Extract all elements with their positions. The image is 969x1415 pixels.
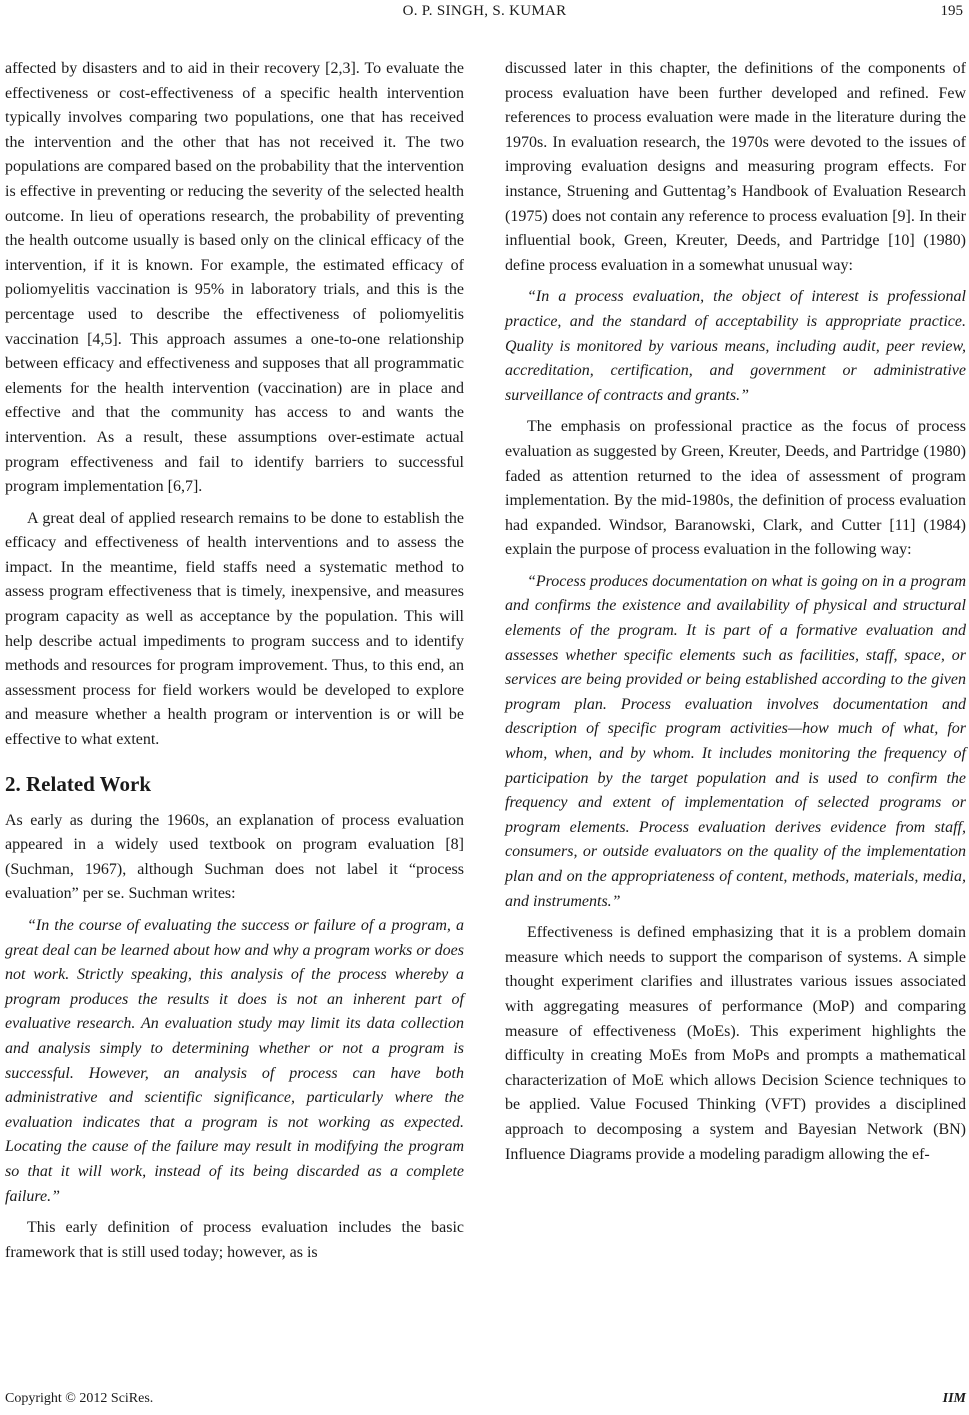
left-column xyxy=(5,57,464,1265)
page-header xyxy=(0,3,969,25)
right-column xyxy=(505,57,966,1167)
paragraph: The emphasis on professional practice as the focus of process evaluation as suggested by Green, Kreuter, Deeds, and Partridge (1980) faded as attention returned to the idea of assessment of program implementation. By the mid-1980s, the definition of process evaluation had expanded. Windsor, Baranowski, Clark, and Cutter [11] (1984) explain the purpose of process evaluation in the following way: xyxy=(505,418,966,559)
block-quote: “In a process evaluation, the object of interest is professional practice, and the standard of acceptability is appropriate practice. Quality is monitored by various means, including audit, peer review, accreditation, certification, and government or administrative surveillance of contracts and grants.” xyxy=(505,288,966,404)
block-quote: “In the course of evaluating the success or failure of a program, a great deal can be learned about how and why a program works or does not work. Strictly speaking, this analysis of the process whereby a program produces the results it does is not an inherent part of evaluative research. An evaluation study may limit its data collection and analysis simply to determining whether or not a program is successful. However, an analysis of process can have both administrative and scientific significance, particularly where the evaluation indicates that a program is not working as expected. Locating the cause of the failure may result in modifying the program so that it will work, instead of its being discarded as a complete failure.” xyxy=(5,917,464,1205)
paragraph: A great deal of applied research remains to be done to establish the efficacy and effectiveness of health interventions and to assess the impact. In the meantime, field staffs need a systematic method to assess program effectiveness that is timely, inexpensive, and measures program capacity as well as acceptance by the population. This will help describe actual impediments to program success and to identify methods and resources for program improvement. Thus, to this end, an assessment process for field workers would be developed to explore and measure whether a health program or intervention is or will be effective to what extent. xyxy=(5,509,464,749)
paragraph: This early definition of process evaluation includes the basic framework that is still used today; however, as is xyxy=(5,1219,464,1261)
paragraph: Effectiveness is defined emphasizing that it is a problem domain measure which needs to support the comparison of systems. A simple thought experiment clarifies and illustrates various issues associated with aggregating measures of performance (MoP) and comparing measure of effectiveness (MoEs). This experiment highlights the difficulty in creating MoEs from MoPs and prompts a mathematical characterization of MoE which allows Decision Science techniques to be applied. Value Focused Thinking (VFT) provides a disciplined approach to decomposing a system and Bayesian Network (BN) Influence Diagrams provide a modeling paradigm allowing the ef- xyxy=(505,924,966,1163)
paragraph: affected by disasters and to aid in their recovery [2,3]. To evaluate the effectiveness or cost-effectiveness of a specific health intervention typically involves comparing two populations, one that has received the intervention and the other that has not received it. The two populations are compared based on the probability that the intervention is effective in preventing or reducing the severity of the selected health outcome. In lieu of operations research, the probability of preventing the health outcome usually is based only on the clinical efficacy of the intervention, if it is known. For example, the estimated efficacy of poliomyelitis vaccination is 95% in laboratory trials, and this is the percentage used to describe the effectiveness of poliomyelitis vaccination [4,5]. This approach assumes a one-to-one relationship between efficacy and effectiveness and supposes that all programmatic elements for the health intervention (vaccination) are in place and effective and that the community has access to and wants the intervention. As a result, these assumptions over-estimate actual program effectiveness and fail to identify barriers to successful program implementation [6,7]. xyxy=(5,60,464,496)
page-footer xyxy=(5,1391,966,1409)
journal-abbreviation: IIM xyxy=(942,1391,966,1406)
paragraph: As early as during the 1960s, an explanation of process evaluation appeared in a widely used textbook on program evaluation [8] (Suchman, 1967), although Suchman does not label it “process evaluation” per se. Suchman writes: xyxy=(5,811,464,903)
paragraph: discussed later in this chapter, the definitions of the components of process evaluation have been further developed and refined. Few references to process evaluation were made in the literature during the 1970s. In evaluation research, the 1970s were devoted to the issues of improving evaluation designs and measuring program effects. For instance, Struening and Guttentag’s Handbook of Evaluation Research (1975) does not contain any reference to process evaluation [9]. In their influential book, Green, Kreuter, Deeds, and Partridge [10] (1980) define process evaluation in a somewhat unusual way: xyxy=(505,60,966,274)
page-number: 195 xyxy=(940,3,963,19)
section-heading: 2. Related Work xyxy=(5,771,152,796)
running-title: O. P. SINGH, S. KUMAR xyxy=(402,3,567,19)
block-quote: “Process produces documentation on what is going on in a program and confirms the existence and availability of physical and structural elements of the program. It is part of a formative evaluation and assesses whether specific elements such as facilities, staff, space, or services are being provided or being established according to the given program plan. Process evaluation involves documentation and description of specific program activities—how much of what, for whom, when, and by whom. It includes monitoring the frequency of participation by the target population and is used to confirm the frequency and extent of implementation of selected programs or program elements. Process evaluation derives evidence from staff, consumers, or outside evaluators on the quality of the implementation plan and on the appropriateness of content, methods, materials, media, and instruments.” xyxy=(505,572,966,910)
copyright-notice: Copyright © 2012 SciRes. xyxy=(5,1391,154,1406)
